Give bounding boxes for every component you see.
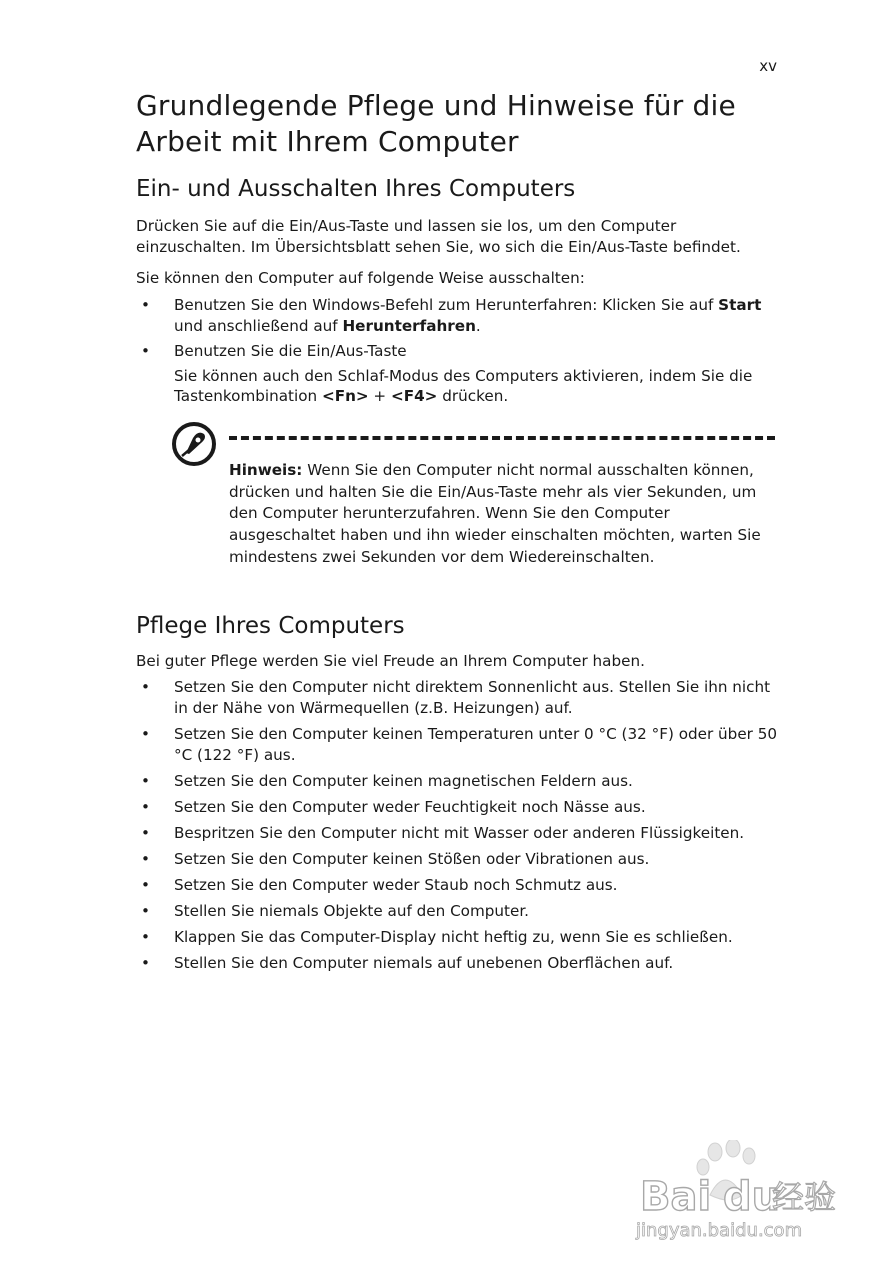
svg-text:经验: 经验 <box>772 1178 837 1216</box>
list-item: • Setzen Sie den Computer nicht direktem Sonnenlicht aus. Stellen Sie ihn nicht in der Nähe von Wärmequellen (z.B. Heizungen) auf. <box>141 678 771 717</box>
bullet-dot: • <box>141 824 150 842</box>
paragraph-power-on: Drücken Sie auf die Ein/Aus-Taste und lassen sie los, um den Computer einzuschalten. Im Übersichtsblatt sehen Sie, wo sich die Ein/Aus-Taste befindet. <box>136 217 741 256</box>
paragraph-power-off-intro: Sie können den Computer auf folgende Weise ausschalten: <box>136 269 585 287</box>
list-item: • Setzen Sie den Computer keinen magnetischen Feldern aus. <box>141 772 633 790</box>
bullet-dot: • <box>141 725 150 743</box>
bullet-dot: • <box>141 876 150 894</box>
list-item: • Benutzen Sie die Ein/Aus-Taste Sie können auch den Schlaf-Modus des Computers aktivieren, indem Sie die Tastenkombination <Fn> + <F4> drücken. <box>141 342 753 405</box>
list-item: • Stellen Sie niemals Objekte auf den Computer. <box>141 902 530 920</box>
bullet-dot: • <box>141 954 150 972</box>
bullet-dot: • <box>141 798 150 816</box>
bullet-dot: • <box>141 772 150 790</box>
list-item: • Klappen Sie das Computer-Display nicht heftig zu, wenn Sie es schließen. <box>141 928 733 946</box>
svg-text:jingyan.baidu.com: jingyan.baidu.com <box>636 1220 803 1241</box>
note-text: Hinweis: Wenn Sie den Computer nicht normal ausschalten können, drücken und halten Sie die Ein/Aus-Taste mehr als vier Sekunden, um den Computer herunterzufahren. Wenn Sie den Computer ausgeschaltet haben und ihn wieder einschalten möchten, warten Sie mindestens zwei Sekunden vor dem Wiedereinschalten. <box>229 461 761 566</box>
list-item: • Bespritzen Sie den Computer nicht mit Wasser oder anderen Flüssigkeiten. <box>141 824 745 842</box>
note-pen-icon <box>171 421 217 467</box>
page-number: xv <box>759 57 777 75</box>
list-item: • Setzen Sie den Computer weder Staub noch Schmutz aus. <box>141 876 618 894</box>
list-item: • Setzen Sie den Computer weder Feuchtigkeit noch Nässe aus. <box>141 798 646 816</box>
bullet-dot: • <box>141 296 150 314</box>
bullet-dot: • <box>141 928 150 946</box>
section-heading-power: Ein- und Ausschalten Ihres Computers <box>136 176 576 202</box>
paragraph-care-intro: Bei guter Pflege werden Sie viel Freude an Ihrem Computer haben. <box>136 652 645 670</box>
svg-text:Bai: Bai <box>640 1174 712 1220</box>
list-item: • Stellen Sie den Computer niemals auf unebenen Oberflächen auf. <box>141 954 674 972</box>
bullet-dot: • <box>141 678 150 696</box>
bullet-dot: • <box>141 850 150 868</box>
baidu-watermark-logo <box>600 1140 860 1250</box>
page-title: Grundlegende Pflege und Hinweise für die Arbeit mit Ihrem Computer <box>136 89 736 158</box>
svg-text:du: du <box>723 1174 781 1220</box>
list-item: • Benutzen Sie den Windows-Befehl zum Herunterfahren: Klicken Sie auf Start und anschließend auf Herunterfahren. <box>141 296 762 335</box>
section-heading-care: Pflege Ihres Computers <box>136 613 405 639</box>
note-divider <box>229 436 775 440</box>
list-item: • Setzen Sie den Computer keinen Stößen oder Vibrationen aus. <box>141 850 650 868</box>
bullet-dot: • <box>141 342 150 360</box>
bullet-dot: • <box>141 902 150 920</box>
list-item: • Setzen Sie den Computer keinen Temperaturen unter 0 °C (32 °F) oder über 50 °C (122 °F) aus. <box>141 725 778 764</box>
